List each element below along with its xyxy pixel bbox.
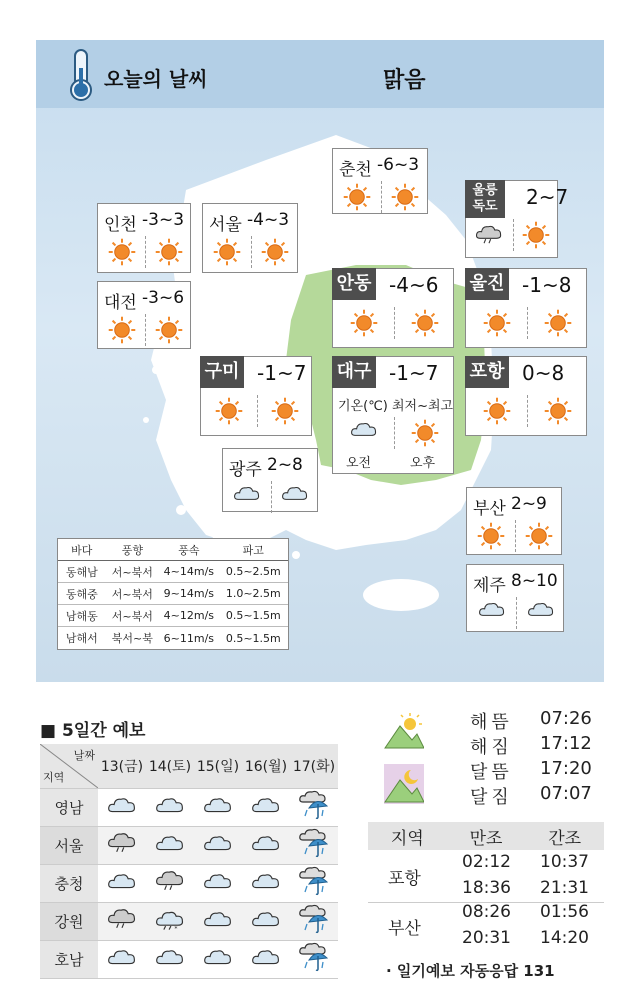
tide-header-cell: 만조 (469, 828, 503, 849)
sea-cell: 서~북서 (111, 565, 153, 579)
sun-icon (544, 397, 572, 429)
cloud-icon (146, 826, 194, 864)
card-divider (271, 481, 272, 513)
card-divider (516, 597, 517, 629)
sun-icon (108, 238, 136, 270)
city-temp: -4~6 (389, 273, 439, 297)
city-name-tag: 구미 (200, 356, 244, 388)
snow-rain-icon (146, 902, 194, 940)
sun-icon (477, 522, 505, 554)
sea-header-cell: 풍향 (121, 543, 143, 557)
cloud-icon (194, 902, 242, 940)
forecast-corner (40, 744, 98, 788)
city-temp: 2~7 (526, 185, 569, 209)
sun-icon (215, 397, 243, 429)
forecast-region: 충청 (40, 864, 98, 902)
moonrise-label: 달뜸 (470, 762, 513, 783)
cloud-icon (281, 483, 309, 508)
city-temp: 0~8 (522, 361, 565, 385)
city-temp: -6~3 (377, 155, 420, 175)
card-divider (515, 520, 516, 552)
forecast-row (40, 826, 338, 864)
city-temp: -3~3 (142, 210, 185, 230)
page-title: 오늘의 날씨 (104, 67, 208, 91)
tide-high: 02:12 (462, 852, 511, 872)
city-card (200, 356, 312, 436)
sun-icon (522, 221, 550, 253)
rain-cloud-icon (98, 826, 146, 864)
city-temp: 8~10 (511, 571, 558, 591)
sunrise-label: 해뜸 (470, 712, 513, 733)
city-temp: -1~8 (522, 273, 572, 297)
sun-icon (155, 238, 183, 270)
cloud-icon (242, 940, 290, 978)
moon-mountain-icon (384, 764, 424, 808)
sun-icon (213, 238, 241, 270)
cloud-icon (98, 864, 146, 902)
card-divider (145, 314, 146, 346)
sea-row (58, 605, 288, 627)
forecast-day-header: 15(일) (194, 744, 242, 788)
sea-cell: 남해서 (65, 632, 98, 645)
tide-header-cell: 간조 (548, 828, 582, 849)
sea-cell: 1.0~2.5m (225, 587, 281, 600)
cloud-icon (242, 902, 290, 940)
card-divider (394, 307, 395, 339)
tide-header-row (368, 822, 604, 850)
sun-icon (350, 309, 378, 341)
pm-label: 오후 (410, 456, 436, 471)
card-divider (381, 181, 382, 213)
sun-icon (411, 419, 439, 451)
forecast-day-header: 14(토) (146, 744, 194, 788)
umbrella-rain-icon (290, 826, 338, 864)
cloud-icon (194, 788, 242, 826)
city-name-tag: 대구 (332, 356, 376, 388)
tide-region: 포항 (388, 869, 421, 889)
sea-header-cell: 파고 (242, 543, 264, 557)
cloud-icon (350, 419, 378, 444)
moonset-time: 07:07 (540, 783, 592, 804)
tide-high: 18:36 (462, 878, 511, 898)
corner-region-label: 지역 (43, 770, 65, 784)
city-card (202, 203, 298, 273)
city-card (332, 268, 454, 348)
umbrella-rain-icon (290, 788, 338, 826)
cloud-icon (194, 940, 242, 978)
sea-row (58, 583, 288, 605)
sea-header-cell: 풍속 (178, 543, 200, 557)
tide-low: 21:31 (540, 878, 589, 898)
card-divider (527, 395, 528, 427)
rain-cloud-icon (475, 221, 503, 253)
forecast-region: 호남 (40, 940, 98, 978)
city-card (97, 281, 191, 349)
card-divider (527, 307, 528, 339)
sea-cell: 서~북서 (111, 609, 153, 623)
cloud-icon (98, 788, 146, 826)
tide-table (368, 822, 604, 850)
cloud-icon (242, 826, 290, 864)
city-name-tag: 울릉 독도 (465, 180, 505, 218)
moonrise-time: 17:20 (540, 758, 592, 779)
forecast-title: ■ 5일간 예보 (40, 721, 146, 741)
city-temp: 2~8 (267, 455, 303, 475)
sun-icon (525, 522, 553, 554)
city-card (332, 148, 428, 214)
city-name: 춘천 (339, 160, 372, 180)
cloud-icon (242, 864, 290, 902)
forecast-table (40, 744, 338, 979)
cloud-icon (242, 788, 290, 826)
sea-cell: 서~북서 (111, 587, 153, 601)
sea-cell: 동해남 (65, 565, 98, 579)
sea-cell: 9~14m/s (163, 587, 215, 600)
city-card (97, 203, 191, 273)
forecast-row (40, 788, 338, 826)
sunset-time: 17:12 (540, 733, 592, 754)
sea-cell: 0.5~1.5m (225, 631, 281, 645)
temp-legend-label: 기온(℃) 최저~최고 (338, 399, 454, 414)
forecast-region: 강원 (40, 902, 98, 940)
sun-mountain-icon (384, 712, 424, 754)
umbrella-rain-icon (290, 940, 338, 978)
sun-icon (108, 316, 136, 348)
sun-icon (483, 397, 511, 429)
city-temp: -1~7 (389, 361, 439, 385)
city-card (466, 487, 562, 555)
moonset-label: 달짐 (470, 787, 513, 808)
city-name: 제주 (473, 576, 506, 596)
city-name: 서울 (209, 215, 242, 235)
am-label: 오전 (346, 456, 372, 471)
forecast-day-header: 16(월) (242, 744, 290, 788)
tide-low: 14:20 (540, 928, 589, 948)
card-divider (513, 219, 514, 251)
sea-row (58, 561, 288, 583)
cloud-icon (478, 599, 506, 624)
city-name-tag: 울진 (465, 268, 509, 300)
forecast-row (40, 940, 338, 978)
forecast-day-header: 17(화) (290, 744, 338, 788)
thermometer-icon (66, 48, 96, 106)
sea-cell: 0.5~1.5m (225, 609, 281, 622)
umbrella-rain-icon (290, 864, 338, 902)
city-name-tag: 안동 (332, 268, 376, 300)
city-temp: -1~7 (257, 361, 307, 385)
city-card (222, 448, 318, 512)
sea-cell: 남해동 (65, 609, 98, 623)
tide-high: 20:31 (462, 928, 511, 948)
cloud-icon (98, 940, 146, 978)
city-temp: 2~9 (511, 494, 547, 514)
forecast-row (40, 864, 338, 902)
sea-header-row (58, 539, 288, 561)
umbrella-rain-icon (290, 902, 338, 940)
sea-row (58, 627, 288, 649)
cloud-icon (194, 864, 242, 902)
sea-cell: 0.5~2.5m (225, 565, 281, 578)
city-card (465, 268, 587, 348)
city-name-tag: 포항 (465, 356, 509, 388)
tide-low: 01:56 (540, 902, 589, 922)
card-divider (251, 236, 252, 268)
weather-condition: 맑음 (383, 68, 426, 93)
city-temp: -3~6 (142, 288, 185, 308)
sun-icon (155, 316, 183, 348)
city-name: 광주 (229, 460, 262, 480)
city-card (466, 564, 564, 632)
cloud-icon (146, 788, 194, 826)
sun-icon (544, 309, 572, 341)
sun-icon (483, 309, 511, 341)
city-card (465, 180, 569, 258)
cloud-icon (233, 483, 261, 508)
sea-cell: 4~12m/s (163, 609, 215, 622)
tide-header-cell: 지역 (390, 828, 424, 849)
tide-region: 부산 (388, 919, 421, 939)
sun-icon (261, 238, 289, 270)
city-name: 부산 (473, 499, 506, 519)
city-name: 대전 (104, 293, 137, 313)
city-card (465, 356, 587, 436)
sun-icon (343, 183, 371, 215)
sun-icon (391, 183, 419, 215)
sunrise-time: 07:26 (540, 708, 592, 729)
rain-cloud-icon (98, 902, 146, 940)
tide-low: 10:37 (540, 852, 589, 872)
forecast-day-header: 13(금) (98, 744, 146, 788)
svg-text:*: * (174, 925, 178, 931)
city-temp: -4~3 (247, 210, 290, 230)
city-name: 인천 (104, 215, 137, 235)
sea-table (57, 538, 289, 650)
card-divider (394, 417, 395, 449)
forecast-header-row (40, 744, 338, 788)
sea-cell: 동해중 (65, 587, 98, 601)
sun-icon (271, 397, 299, 429)
sun-icon (411, 309, 439, 341)
card-divider (145, 236, 146, 268)
cloud-icon (194, 826, 242, 864)
tide-high: 08:26 (462, 902, 511, 922)
card-divider (257, 395, 258, 427)
forecast-region: 영남 (40, 788, 98, 826)
forecast-row (40, 902, 338, 940)
sea-cell: 6~11m/s (163, 631, 215, 645)
forecast-region: 서울 (40, 826, 98, 864)
sea-cell: 북서~북 (111, 632, 153, 645)
rain-cloud-icon (146, 864, 194, 902)
cloud-icon (527, 599, 555, 624)
sunset-label: 해짐 (470, 737, 513, 758)
corner-date-label: 날짜 (73, 749, 95, 762)
sea-header-cell: 바다 (71, 543, 93, 557)
cloud-icon (146, 940, 194, 978)
sea-cell: 4~14m/s (163, 565, 215, 578)
phone-info: · 일기예보 자동응답 131 (386, 962, 555, 980)
